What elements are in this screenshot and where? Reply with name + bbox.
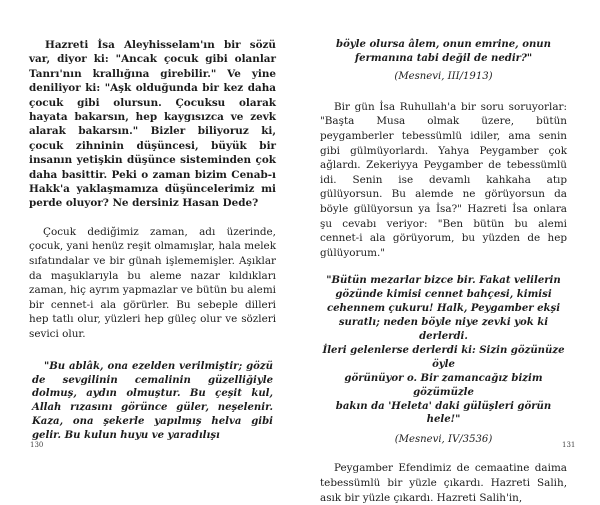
- mesnevi-reference: (Mesnevi, III/1913): [394, 70, 493, 82]
- right-text-column: [320, 38, 567, 505]
- page-number: 131: [562, 441, 576, 449]
- bold-paragraph: Hazreti İsa Aleyhisselam'ın bir sözü var, diyor ki: "Ancak çocuk gibi olanlar Tanrı'nın krallığına girebilir." Ve yine deniliyor ki: "Aşk olduğunda bir kez daha çocuk gibi olursun. Çocuksu olarak hayata bakarsın, hep kaygısızca ve zevk alarak bakarsın." Bizler biliyoruz ki, çocuk zihninin düşüncesi, büyük bir insanın yetişkin düşünce sisteminden çok daha basittir. Peki o zaman bizim Cenab-ı Hakk'a yaklaşmamıza düşüncelerimiz mi perde oluyor? Ne dersiniz Hasan Dede?: [29, 39, 277, 210]
- mesnevi-quote: "Bütün mezarlar bizce bir. Fakat velilerin gözünde kimisi cennet bahçesi, kimisi cehennem çukuru! Halk, Peygamber ekşi suratlı; neden böyle niye zevki yok ki derlerdi. İleri gelenlerse derlerdi ki: Sizin gözünüze öyle görünüyor o. Bir zamancağız bizim gözümüzle bakın da 'Heleta' daki gülüşleri görün hele!": [322, 275, 565, 426]
- body-paragraph: Peygamber Efendimiz de cemaatine daima tebessümlü bir yüzle çıkardı. Hazreti Salih, asık bir yüzle çıkardı. Hazreti Salih'in,: [320, 462, 567, 504]
- page-number: 130: [30, 441, 44, 449]
- left-page: [0, 0, 300, 463]
- mesnevi-quote: "Bu ablâk, ona ezelden verilmiştir; gözü de sevgilinin cemalinin güzelliğiyle dolmuş, aydın olmuştur. Bu çeşit kul, Allah rızasını görünce güler, neşelenir. Kaza, ona şekerle yapılmış helva gibi gelir. Bu kulun huyu ve yaradılışı: [32, 360, 274, 442]
- left-text-column: [29, 38, 276, 443]
- body-paragraph: Bir gün İsa Ruhullah'a bir soru soruyorlar: "Başta Musa olmak üzere, bütün peygamberler tebessümlü idiler, ama senin gibi gülmüyorlardı. Yahya Peygamber çok ağlardı. Zekeriyya Peygamber de tebessümlü idi. Senin ise devamlı kahkaha atıp gülüyorsun. Bu alemde ne görüyorsun da böyle gülüyorsun ya İsa?" Hazreti İsa onlara şu cevabı veriyor: "Ben bütün bu alemi cennet-i ala görüyorum, bu yüzden de hep gülüyorum.": [320, 100, 567, 259]
- quote-continued: böyle olursa âlem, onun emrine, onun fermanına tabi değil de nedir?": [336, 39, 551, 64]
- mesnevi-reference: (Mesnevi, IV/3536): [394, 434, 493, 446]
- body-paragraph: Çocuk dediğimiz zaman, adı üzerinde, çocuk, yani henüz reşit olmamışlar, hala melek sıfatındalar ve bir günah işlememişler. Aşıklar da maşuklarıyla bu aleme nazar kıldıkları zaman, hiç ayrım yapmazlar ve bütün bu alemi bir cennet-i ala görürler. Bu sebeple dilleri hep tatlı olur, yüzleri hep güleç olur ve sözleri sevici olur.: [29, 225, 277, 341]
